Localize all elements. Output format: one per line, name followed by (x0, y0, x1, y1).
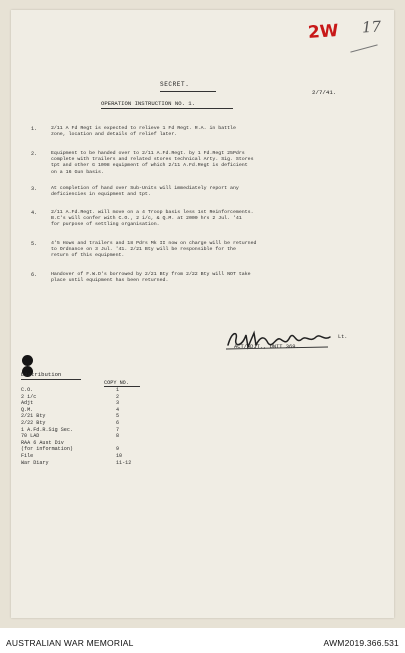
para-number-6: 6. (31, 272, 38, 278)
copy-number: 2 (116, 393, 120, 400)
document-date: 2/7/41. (312, 89, 337, 96)
copy-number: 4 (116, 406, 120, 413)
copy-number-heading: COPY NO. (104, 380, 129, 386)
distribution-heading-underline (21, 379, 81, 380)
archive-footer (0, 628, 405, 653)
distribution-recipient: Q.M. (21, 406, 34, 413)
distribution-recipient: 2/22 Bty (21, 419, 46, 426)
copy-number: 10 (116, 452, 123, 459)
para-line: Handover of F.W.D's borrowed by 2/21 Bty from 2/22 Bty will NOT take (51, 272, 251, 277)
para-number-1: 1. (31, 126, 38, 132)
paragraph-2 (51, 151, 254, 176)
para-number-5: 5. (31, 241, 38, 247)
pencil-folio-number: 17 (361, 17, 382, 37)
copy-number: 5 (116, 413, 120, 420)
document-title: OPERATION INSTRUCTION NO. 1. (101, 100, 195, 107)
paragraph-3 (51, 186, 239, 198)
para-line: 2/11 A Fd Regt is expected to relieve 1 Fd Regt. R.A. in battle (51, 126, 236, 131)
footer-institution: AUSTRALIAN WAR MEMORIAL (6, 638, 134, 648)
paragraph-5 (51, 241, 256, 260)
distribution-recipient: 2 i/c (21, 393, 37, 400)
distribution-recipient: (for information) (21, 446, 73, 453)
signature-title: ACT/ADJT., UNIT 369. (234, 344, 299, 350)
para-line: Equipment to be handed over to 2/11 A.Fd.Regt. by 1 Fd.Regt 25Pdrs (51, 151, 245, 156)
para-line: zone, location and details of relief later. (51, 132, 178, 138)
para-line: 2/11 A.Fd.Regt. will move on a 4 Troop basis less 1st Reinforcements. (51, 210, 254, 215)
distribution-recipient: 1 A.Fd.R.Sig Sec. (21, 426, 73, 433)
para-line: return of this equipment. (51, 253, 125, 259)
signature-rank: Lt. (338, 334, 348, 340)
para-number-2: 2. (31, 151, 38, 157)
para-line: on a 16 Gun basis. (51, 169, 104, 175)
copy-number: 3 (116, 400, 120, 407)
distribution-recipient: Adjt (21, 400, 34, 407)
distribution-recipient: War Diary (21, 459, 49, 466)
para-line: tpt and other G 1098 equipment of which 2/11 A.Fd.Regt is deficient (51, 163, 248, 169)
paragraph-1 (51, 126, 236, 138)
para-number-4: 4. (31, 210, 38, 216)
copy-number: 6 (116, 419, 120, 426)
paragraph-4 (51, 210, 254, 229)
copy-number: 8 (116, 433, 120, 440)
classification-underline (160, 91, 216, 92)
para-line: At completion of hand over Sub-Units will immediately report any (51, 186, 239, 191)
classification-label: SECRET. (160, 81, 190, 88)
distribution-recipient: C.O. (21, 387, 34, 393)
para-line: 4'5 Hows and trailers and 18 Pdrs Mk II now on charge will be returned (51, 241, 257, 246)
para-line: to Ordnance on 3 Jul. '41. 2/21 Bty will be responsible for the (51, 247, 236, 253)
distribution-recipient: File (21, 452, 34, 459)
distribution-heading: Distribution (21, 371, 62, 378)
para-line: deficiencies in equipment and tpt. (51, 192, 151, 198)
copy-heading-underline (104, 386, 140, 387)
distribution-recipient: RAA 6 Aust Div (21, 439, 64, 446)
punch-hole-top (22, 355, 33, 366)
copy-number: 9 (116, 446, 120, 453)
distribution-recipient: 70 LAD (21, 433, 40, 440)
title-underline (101, 108, 233, 109)
para-line: for purpose of settling organisation. (51, 222, 160, 228)
copy-number: 7 (116, 426, 120, 433)
footer-accession-number: AWM2019.366.531 (323, 638, 399, 648)
para-line: complete with trailers and related stores technical Arty. Sig. Stores (51, 157, 254, 163)
para-line: place until equipment has been returned. (51, 278, 169, 284)
distribution-recipient: 2/21 Bty (21, 413, 46, 420)
document-page (11, 10, 394, 618)
copy-number: 11-12 (116, 459, 132, 466)
paragraph-6 (51, 272, 251, 284)
handwritten-red-mark: 2W (307, 20, 340, 44)
para-number-3: 3. (31, 186, 38, 192)
copy-number: 1 (116, 387, 120, 393)
para-line: B.C's will confer with C.O., 2 i/c, & Q.M. at 2000 hrs 2 Jul. '41 (51, 216, 242, 222)
